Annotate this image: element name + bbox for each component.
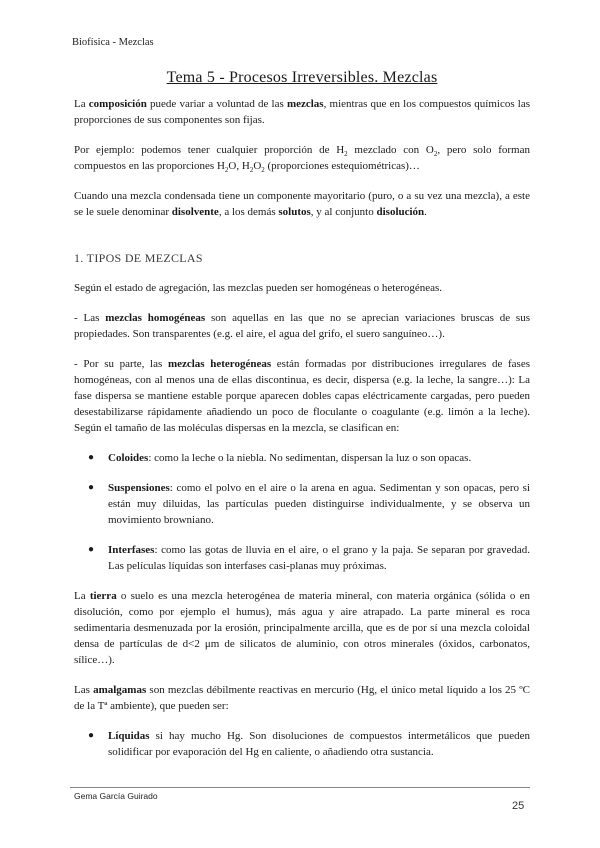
running-header: Biofísica - Mezclas <box>72 37 154 48</box>
soil-paragraph: La tierra o suelo es una mezcla heterogénea de materia mineral, con materia orgánica (sólida o en disolución, como por ejemplo el humus), más agua y aire atrapado. La parte mineral es roca sedimentaria desmenuzada por la erosión, principalmente arcilla, que es de por sí una mezcla coloidal densa de partículas de d<2 μm de silicatos de aluminio, con otros minerales (óxidos, carbonatos, sílice…). <box>74 590 531 666</box>
section-lead-paragraph: Según el estado de agregación, las mezclas pueden ser homogéneas o heterogéneas. <box>74 282 443 294</box>
term-mezclas-homogeneas: mezclas homogéneas <box>105 312 206 324</box>
section-heading: 1. TIPOS DE MEZCLAS <box>74 251 203 265</box>
example-paragraph: Por ejemplo: podemos tener cualquier proporción de $H_2$ mezclado con $O_2$, pero solo forman compuestos en las proporciones $H_2O$, $H_2O_2$ (proporciones estequiométricas)… <box>74 144 530 175</box>
term-amalgamas: amalgamas <box>93 684 147 696</box>
page-number: 25 <box>512 800 525 812</box>
term-disolucion: disolución <box>376 206 425 218</box>
term-solutos: solutos <box>278 206 311 218</box>
term-mezclas: mezclas <box>286 98 324 110</box>
document-body <box>74 70 530 774</box>
list-item: ● Suspensiones: como el polvo en el aire o la arena en agua. Sedimentan y son opacas, pero si están muy diluidas, las partículas pueden distinguirse individualmente, y se observa un movimiento browniano. <box>88 482 530 526</box>
intro-paragraph: La composición puede variar a voluntad de las mezclas, mientras que en los compuestos químicos las proporciones de sus componentes son fijas. <box>74 98 531 126</box>
bullet-icon: ● <box>88 730 95 741</box>
bullet-icon: ● <box>88 452 95 463</box>
bullet-icon: ● <box>88 482 95 493</box>
homogeneous-paragraph: - Las mezclas homogéneas son aquellas en las que no se aprecian variaciones bruscas de sus propiedades. Son transparentes (e.g. el aire, el agua del grifo, el suero sanguíneo…). <box>74 312 530 340</box>
amalgam-types-list <box>74 728 530 760</box>
page-title: Tema 5 - Procesos Irreversibles. Mezclas <box>166 69 438 86</box>
term-composicion: composición <box>88 98 147 110</box>
amalgam-paragraph: Las amalgamas son mezclas débilmente reactivas en mercurio (Hg, el único metal líquido a los 25 ºC de la Tª ambiente), que pueden ser: <box>74 684 530 712</box>
list-item: ● Coloides: como la leche o la niebla. No sedimentan, dispersan la luz o son opacas. <box>88 452 472 464</box>
footer-author: Gema García Guirado <box>74 791 158 801</box>
bullet-icon: ● <box>88 544 95 555</box>
solvent-paragraph: Cuando una mezcla condensada tiene un componente mayoritario (puro, o a su vez una mezcla), a este se le suele denominar disolvente, a los demás solutos, y al conjunto disolución. <box>74 190 530 218</box>
term-tierra: tierra <box>89 590 117 602</box>
heterogeneous-paragraph: - Por su parte, las mezclas heterogéneas están formadas por distribuciones irregulares de fases homogéneas, con al menos una de ellas discontinua, es decir, dispersa (e.g. la leche, la sangre…): La fase dispersa se mantiene estable porque aparecen dobles capas eléctricamente cargadas, pero pueden desestabilizarse rápidamente añadiendo un poco de floculante o coagulante (e.g. limón a la leche). Según el tamaño de las moléculas dispersas en la mezcla, se clasifican en: <box>74 358 530 434</box>
term-mezclas-heterogeneas: mezclas heterogéneas <box>167 358 272 370</box>
list-item: ● Líquidas si hay mucho Hg. Son disoluciones de compuestos intermetálicos que pueden solidificar por evaporación del Hg en caliente, o añadiendo otra sustancia. <box>88 730 530 758</box>
mixture-types-list <box>74 450 530 574</box>
term-disolvente: disolvente <box>171 206 219 218</box>
list-item: ● Interfases: como las gotas de lluvia en el aire, o el grano y la paja. Se separan por gravedad. Las películas líquidas son interfases casi-planas muy próximas. <box>88 544 530 572</box>
footer-divider <box>70 787 530 788</box>
